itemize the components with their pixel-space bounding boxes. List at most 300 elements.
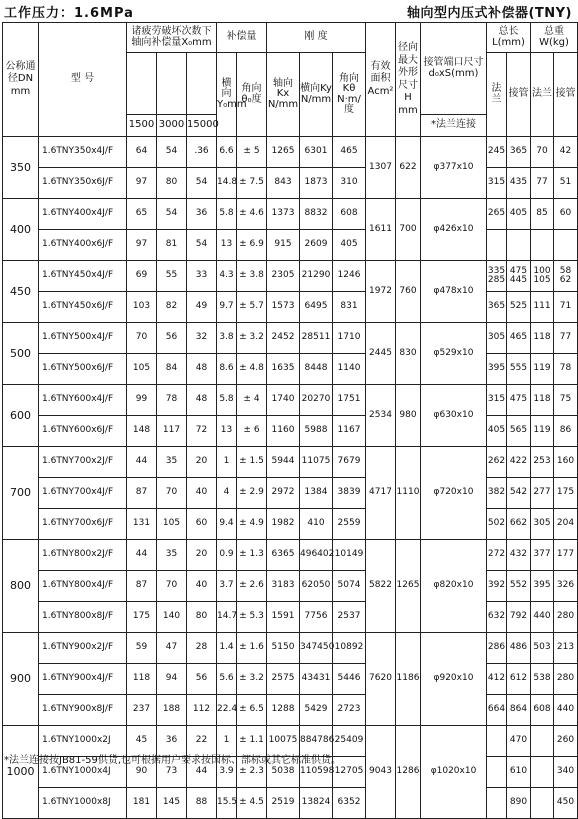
effective-area: 7620: [366, 633, 396, 726]
weight-pipe-cell: 450: [554, 788, 578, 819]
fatigue-3000-cell: 36: [157, 726, 187, 757]
fatigue-15000-cell: 54: [187, 230, 217, 261]
stiffness-ky-cell: 8832: [300, 199, 333, 230]
fatigue-15000-cell: 49: [187, 292, 217, 323]
stiffness-ky-cell: 496402: [300, 540, 333, 571]
fatigue-15000-cell: 28: [187, 633, 217, 664]
fatigue-15000-cell: 22: [187, 726, 217, 757]
stiffness-ko-cell: 12705: [333, 757, 366, 788]
weight-flange-cell: 100 105: [531, 261, 554, 292]
port-size: φ426x10: [421, 199, 487, 261]
angular-comp-cell: ± 1.1: [237, 726, 267, 757]
model-cell: 1.6TNY800x8J/F: [39, 602, 127, 633]
lateral-comp-cell: 3.7: [217, 571, 237, 602]
max-outer-h: 1265: [396, 540, 421, 633]
lateral-comp-cell: 0.9: [217, 540, 237, 571]
length-pipe-cell: 542: [507, 478, 531, 509]
angular-comp-cell: ± 1.5: [237, 447, 267, 478]
lateral-comp-cell: 13: [217, 230, 237, 261]
length-flange-cell: 245: [487, 137, 507, 168]
weight-flange-cell: 440: [531, 602, 554, 633]
length-pipe-cell: 552: [507, 571, 531, 602]
length-flange-cell: 502: [487, 509, 507, 540]
col-weight: 总重W(kg): [531, 23, 578, 53]
weight-pipe-cell: 71: [554, 292, 578, 323]
length-flange-cell: 392: [487, 571, 507, 602]
fatigue-3000-cell: 35: [157, 447, 187, 478]
model-cell: 1.6TNY450x4J/F: [39, 261, 127, 292]
fatigue-3000-cell: 70: [157, 478, 187, 509]
length-flange-cell: 272: [487, 540, 507, 571]
lateral-comp-cell: 6.6: [217, 137, 237, 168]
length-flange-cell: [487, 230, 507, 261]
stiffness-ky-cell: 21290: [300, 261, 333, 292]
weight-pipe-cell: 204: [554, 509, 578, 540]
length-pipe-cell: 475 445: [507, 261, 531, 292]
fatigue-3000-cell: 145: [157, 788, 187, 819]
fatigue-1500-cell: 99: [127, 385, 157, 416]
weight-pipe-cell: 58 62: [554, 261, 578, 292]
angular-comp-cell: ± 5.7: [237, 292, 267, 323]
stiffness-ko-cell: 5446: [333, 664, 366, 695]
effective-area: 1611: [366, 199, 396, 261]
max-outer-h: 1110: [396, 447, 421, 540]
col-fatigue: 诸疲劳破坏次数下轴向补偿量X₀mm: [127, 23, 217, 53]
stiffness-ky-cell: 7756: [300, 602, 333, 633]
stiffness-ko-cell: 2559: [333, 509, 366, 540]
angular-comp-cell: ± 2.3: [237, 757, 267, 788]
port-size: φ377x10: [421, 137, 487, 199]
fatigue-3000-cell: 82: [157, 292, 187, 323]
effective-area: 2534: [366, 385, 396, 447]
fatigue-3000-cell: 94: [157, 664, 187, 695]
weight-pipe-cell: 42: [554, 137, 578, 168]
weight-flange-cell: 70: [531, 137, 554, 168]
col-ky: 横向Ky N/mm: [300, 53, 333, 137]
lateral-comp-cell: 5.8: [217, 199, 237, 230]
lateral-comp-cell: 3.9: [217, 757, 237, 788]
footnote: *法兰连接按JB81-59供货,也可根据用户要求按国标、部标或其它标准供货。: [4, 755, 342, 766]
max-outer-h: 1286: [396, 726, 421, 819]
stiffness-kx-cell: 1982: [267, 509, 300, 540]
length-pipe-cell: 435: [507, 168, 531, 199]
weight-flange-cell: [531, 788, 554, 819]
stiffness-kx-cell: 1160: [267, 416, 300, 447]
model-cell: 1.6TNY900x2J/F: [39, 633, 127, 664]
model-cell: 1.6TNY700x6J/F: [39, 509, 127, 540]
max-outer-h: 830: [396, 323, 421, 385]
stiffness-kx-cell: 5150: [267, 633, 300, 664]
weight-pipe-cell: 51: [554, 168, 578, 199]
col-stiffness: 刚 度: [267, 23, 366, 53]
length-pipe-cell: 486: [507, 633, 531, 664]
fatigue-1500-cell: 105: [127, 354, 157, 385]
stiffness-ko-cell: 2537: [333, 602, 366, 633]
model-cell: 1.6TNY1000x8J: [39, 788, 127, 819]
effective-area: 2445: [366, 323, 396, 385]
stiffness-ko-cell: 1246: [333, 261, 366, 292]
stiffness-ko-cell: 1751: [333, 385, 366, 416]
lateral-comp-cell: 3.8: [217, 323, 237, 354]
model-cell: 1.6TNY450x6J/F: [39, 292, 127, 323]
fatigue-15000-cell: 32: [187, 323, 217, 354]
stiffness-kx-cell: 2452: [267, 323, 300, 354]
fatigue-15000-cell: 20: [187, 447, 217, 478]
model-cell: 1.6TNY1000x4J: [39, 757, 127, 788]
nominal-dn: 500: [3, 323, 39, 385]
col-f3000: 3000: [157, 115, 187, 137]
stiffness-kx-cell: 10075: [267, 726, 300, 757]
length-flange-cell: 315: [487, 385, 507, 416]
stiffness-ky-cell: 20270: [300, 385, 333, 416]
angular-comp-cell: ± 6: [237, 416, 267, 447]
stiffness-ko-cell: 2723: [333, 695, 366, 726]
length-pipe-cell: 610: [507, 757, 531, 788]
col-f3000-spacer: [157, 53, 187, 115]
weight-pipe-cell: 280: [554, 664, 578, 695]
table-row: [3, 292, 578, 323]
length-pipe-cell: 565: [507, 416, 531, 447]
stiffness-ko-cell: 3839: [333, 478, 366, 509]
angular-comp-cell: ± 4.9: [237, 509, 267, 540]
table-row: [3, 323, 578, 354]
stiffness-ky-cell: 1873: [300, 168, 333, 199]
length-pipe-cell: 365: [507, 137, 531, 168]
fatigue-15000-cell: 54: [187, 168, 217, 199]
length-pipe-cell: 525: [507, 292, 531, 323]
weight-pipe-cell: 86: [554, 416, 578, 447]
col-port-sub: *法兰连接: [421, 115, 487, 137]
nominal-dn: 350: [3, 137, 39, 199]
weight-flange-cell: 111: [531, 292, 554, 323]
angular-comp-cell: ± 3.2: [237, 664, 267, 695]
stiffness-ky-cell: 5988: [300, 416, 333, 447]
col-model: 型 号: [39, 23, 127, 137]
lateral-comp-cell: 9.4: [217, 509, 237, 540]
model-cell: 1.6TNY400x6J/F: [39, 230, 127, 261]
model-cell: 1.6TNY400x4J/F: [39, 199, 127, 230]
length-pipe-cell: 432: [507, 540, 531, 571]
col-ko: 角向Kθ N·m/度: [333, 53, 366, 137]
nominal-dn: 600: [3, 385, 39, 447]
length-pipe-cell: 470: [507, 726, 531, 757]
col-port: 接管端口尺寸d₀xS(mm): [421, 23, 487, 115]
stiffness-ky-cell: 5429: [300, 695, 333, 726]
stiffness-kx-cell: 5944: [267, 447, 300, 478]
port-size: φ920x10: [421, 633, 487, 726]
nominal-dn: 400: [3, 199, 39, 261]
angular-comp-cell: ± 2.6: [237, 571, 267, 602]
model-cell: 1.6TNY800x4J/F: [39, 571, 127, 602]
stiffness-ko-cell: 7679: [333, 447, 366, 478]
table-row: [3, 137, 578, 168]
col-f1500-spacer: [127, 53, 157, 115]
stiffness-kx-cell: 2519: [267, 788, 300, 819]
stiffness-kx-cell: 1740: [267, 385, 300, 416]
col-f15000-spacer: [187, 53, 217, 115]
weight-flange-cell: 253: [531, 447, 554, 478]
model-cell: 1.6TNY350x4J/F: [39, 137, 127, 168]
stiffness-kx-cell: 843: [267, 168, 300, 199]
stiffness-kx-cell: 2305: [267, 261, 300, 292]
stiffness-ky-cell: 110598: [300, 757, 333, 788]
col-area: 有效面积Acm²: [366, 23, 396, 137]
stiffness-ky-cell: 410: [300, 509, 333, 540]
col-weight-flange: 法兰: [531, 53, 554, 137]
fatigue-3000-cell: 81: [157, 230, 187, 261]
weight-pipe-cell: 78: [554, 354, 578, 385]
weight-flange-cell: 119: [531, 354, 554, 385]
fatigue-3000-cell: 35: [157, 540, 187, 571]
length-flange-cell: 265: [487, 199, 507, 230]
lateral-comp-cell: 9.7: [217, 292, 237, 323]
angular-comp-cell: ± 7.5: [237, 168, 267, 199]
fatigue-3000-cell: 47: [157, 633, 187, 664]
col-h: 径向最大外形尺寸H mm: [396, 23, 421, 137]
fatigue-15000-cell: 80: [187, 602, 217, 633]
fatigue-1500-cell: 131: [127, 509, 157, 540]
model-cell: 1.6TNY700x4J/F: [39, 478, 127, 509]
angular-comp-cell: ± 6.9: [237, 230, 267, 261]
stiffness-ky-cell: 884786: [300, 726, 333, 757]
length-flange-cell: [487, 757, 507, 788]
lateral-comp-cell: 1: [217, 447, 237, 478]
fatigue-1500-cell: 97: [127, 168, 157, 199]
weight-flange-cell: 395: [531, 571, 554, 602]
fatigue-15000-cell: .36: [187, 137, 217, 168]
lateral-comp-cell: 22.4: [217, 695, 237, 726]
weight-flange-cell: 85: [531, 199, 554, 230]
fatigue-1500-cell: 181: [127, 788, 157, 819]
weight-flange-cell: 305: [531, 509, 554, 540]
fatigue-15000-cell: 112: [187, 695, 217, 726]
col-lateral: 横向Y₀mm: [217, 53, 237, 137]
col-length: 总长L(mm): [487, 23, 531, 53]
fatigue-15000-cell: 36: [187, 199, 217, 230]
fatigue-15000-cell: 60: [187, 509, 217, 540]
fatigue-1500-cell: 97: [127, 230, 157, 261]
table-row: [3, 571, 578, 602]
lateral-comp-cell: 4: [217, 478, 237, 509]
stiffness-kx-cell: 2972: [267, 478, 300, 509]
fatigue-15000-cell: 40: [187, 571, 217, 602]
fatigue-15000-cell: 56: [187, 664, 217, 695]
stiffness-ky-cell: 1384: [300, 478, 333, 509]
table-row: [3, 695, 578, 726]
weight-flange-cell: 538: [531, 664, 554, 695]
weight-flange-cell: 118: [531, 323, 554, 354]
port-size: φ478x10: [421, 261, 487, 323]
fatigue-1500-cell: 44: [127, 540, 157, 571]
stiffness-ko-cell: 831: [333, 292, 366, 323]
fatigue-3000-cell: 73: [157, 757, 187, 788]
angular-comp-cell: ± 3.2: [237, 323, 267, 354]
port-size: φ1020x10: [421, 726, 487, 819]
table-row: [3, 788, 578, 819]
col-f15000: 15000: [187, 115, 217, 137]
stiffness-kx-cell: 1635: [267, 354, 300, 385]
fatigue-1500-cell: 70: [127, 323, 157, 354]
fatigue-1500-cell: 148: [127, 416, 157, 447]
fatigue-1500-cell: 118: [127, 664, 157, 695]
length-pipe-cell: 662: [507, 509, 531, 540]
stiffness-ko-cell: 1710: [333, 323, 366, 354]
weight-flange-cell: 77: [531, 168, 554, 199]
fatigue-1500-cell: 103: [127, 292, 157, 323]
lateral-comp-cell: 5.8: [217, 385, 237, 416]
stiffness-ky-cell: 347450: [300, 633, 333, 664]
port-size: φ630x10: [421, 385, 487, 447]
length-flange-cell: 632: [487, 602, 507, 633]
model-cell: 1.6TNY800x2J/F: [39, 540, 127, 571]
effective-area: 5822: [366, 540, 396, 633]
fatigue-3000-cell: 54: [157, 199, 187, 230]
weight-pipe-cell: 160: [554, 447, 578, 478]
max-outer-h: 700: [396, 199, 421, 261]
fatigue-3000-cell: 55: [157, 261, 187, 292]
col-weight-pipe: 接管: [554, 53, 578, 137]
angular-comp-cell: ± 4.6: [237, 199, 267, 230]
table-row: [3, 664, 578, 695]
angular-comp-cell: ± 5: [237, 137, 267, 168]
model-cell: 1.6TNY350x6J/F: [39, 168, 127, 199]
stiffness-ko-cell: 465: [333, 137, 366, 168]
nominal-dn: 450: [3, 261, 39, 323]
lateral-comp-cell: 14.8: [217, 168, 237, 199]
stiffness-ko-cell: 25409: [333, 726, 366, 757]
stiffness-ky-cell: 11075: [300, 447, 333, 478]
port-size: φ820x10: [421, 540, 487, 633]
fatigue-3000-cell: 54: [157, 137, 187, 168]
angular-comp-cell: ± 4.8: [237, 354, 267, 385]
stiffness-ko-cell: 405: [333, 230, 366, 261]
fatigue-3000-cell: 70: [157, 571, 187, 602]
stiffness-ko-cell: 608: [333, 199, 366, 230]
stiffness-kx-cell: 2575: [267, 664, 300, 695]
length-pipe-cell: 405: [507, 199, 531, 230]
fatigue-15000-cell: 44: [187, 757, 217, 788]
length-pipe-cell: 465: [507, 323, 531, 354]
table-row: [3, 385, 578, 416]
stiffness-kx-cell: 1288: [267, 695, 300, 726]
nominal-dn: 900: [3, 633, 39, 726]
fatigue-1500-cell: 87: [127, 478, 157, 509]
lateral-comp-cell: 13: [217, 416, 237, 447]
fatigue-1500-cell: 69: [127, 261, 157, 292]
table-title: 轴向型内压式补偿器(TNY): [406, 6, 572, 21]
weight-flange-cell: 119: [531, 416, 554, 447]
stiffness-ky-cell: 6495: [300, 292, 333, 323]
weight-pipe-cell: 340: [554, 757, 578, 788]
lateral-comp-cell: 1: [217, 726, 237, 757]
fatigue-15000-cell: 88: [187, 788, 217, 819]
stiffness-ko-cell: 5074: [333, 571, 366, 602]
fatigue-1500-cell: 90: [127, 757, 157, 788]
fatigue-1500-cell: 64: [127, 137, 157, 168]
working-pressure-label: 工作压力：1.6MPa: [4, 6, 134, 21]
stiffness-kx-cell: 5038: [267, 757, 300, 788]
fatigue-15000-cell: 40: [187, 478, 217, 509]
fatigue-3000-cell: 105: [157, 509, 187, 540]
stiffness-ky-cell: 13824: [300, 788, 333, 819]
length-pipe-cell: 890: [507, 788, 531, 819]
col-angular: 角向θ₀度: [237, 53, 267, 137]
lateral-comp-cell: 1.4: [217, 633, 237, 664]
stiffness-kx-cell: 915: [267, 230, 300, 261]
max-outer-h: 980: [396, 385, 421, 447]
fatigue-1500-cell: 237: [127, 695, 157, 726]
lateral-comp-cell: 14.7: [217, 602, 237, 633]
effective-area: 1972: [366, 261, 396, 323]
weight-pipe-cell: 260: [554, 726, 578, 757]
fatigue-15000-cell: 48: [187, 354, 217, 385]
fatigue-15000-cell: 33: [187, 261, 217, 292]
table-row: [3, 602, 578, 633]
max-outer-h: 622: [396, 137, 421, 199]
fatigue-1500-cell: 45: [127, 726, 157, 757]
weight-pipe-cell: 213: [554, 633, 578, 664]
angular-comp-cell: ± 4: [237, 385, 267, 416]
stiffness-ko-cell: 10892: [333, 633, 366, 664]
effective-area: 1307: [366, 137, 396, 199]
table-row: [3, 261, 578, 292]
stiffness-ko-cell: 10149: [333, 540, 366, 571]
weight-flange-cell: 503: [531, 633, 554, 664]
lateral-comp-cell: 15.5: [217, 788, 237, 819]
angular-comp-cell: ± 5.3: [237, 602, 267, 633]
stiffness-ky-cell: 62050: [300, 571, 333, 602]
length-flange-cell: 412: [487, 664, 507, 695]
fatigue-15000-cell: 20: [187, 540, 217, 571]
model-cell: 1.6TNY900x4J/F: [39, 664, 127, 695]
length-pipe-cell: 864: [507, 695, 531, 726]
fatigue-3000-cell: 56: [157, 323, 187, 354]
stiffness-kx-cell: 6365: [267, 540, 300, 571]
length-pipe-cell: 475: [507, 385, 531, 416]
length-flange-cell: 315: [487, 168, 507, 199]
weight-pipe-cell: 60: [554, 199, 578, 230]
table-row: [3, 509, 578, 540]
col-comp: 补偿量: [217, 23, 267, 53]
length-pipe-cell: 612: [507, 664, 531, 695]
fatigue-3000-cell: 80: [157, 168, 187, 199]
lateral-comp-cell: 5.6: [217, 664, 237, 695]
weight-flange-cell: [531, 230, 554, 261]
stiffness-kx-cell: 1265: [267, 137, 300, 168]
weight-flange-cell: [531, 726, 554, 757]
col-dn: 公称通径DN mm: [3, 23, 39, 137]
length-pipe-cell: [507, 230, 531, 261]
fatigue-3000-cell: 78: [157, 385, 187, 416]
weight-pipe-cell: 177: [554, 540, 578, 571]
fatigue-3000-cell: 117: [157, 416, 187, 447]
weight-flange-cell: [531, 757, 554, 788]
weight-pipe-cell: 77: [554, 323, 578, 354]
stiffness-ko-cell: 6352: [333, 788, 366, 819]
stiffness-ky-cell: 8448: [300, 354, 333, 385]
col-kx: 轴向Kx N/mm: [267, 53, 300, 137]
fatigue-1500-cell: 87: [127, 571, 157, 602]
spec-body: [3, 137, 578, 819]
effective-area: 9043: [366, 726, 396, 819]
length-flange-cell: 335 285: [487, 261, 507, 292]
length-flange-cell: [487, 788, 507, 819]
angular-comp-cell: ± 2.9: [237, 478, 267, 509]
table-row: [3, 354, 578, 385]
table-row: [3, 416, 578, 447]
length-pipe-cell: 555: [507, 354, 531, 385]
fatigue-3000-cell: 140: [157, 602, 187, 633]
